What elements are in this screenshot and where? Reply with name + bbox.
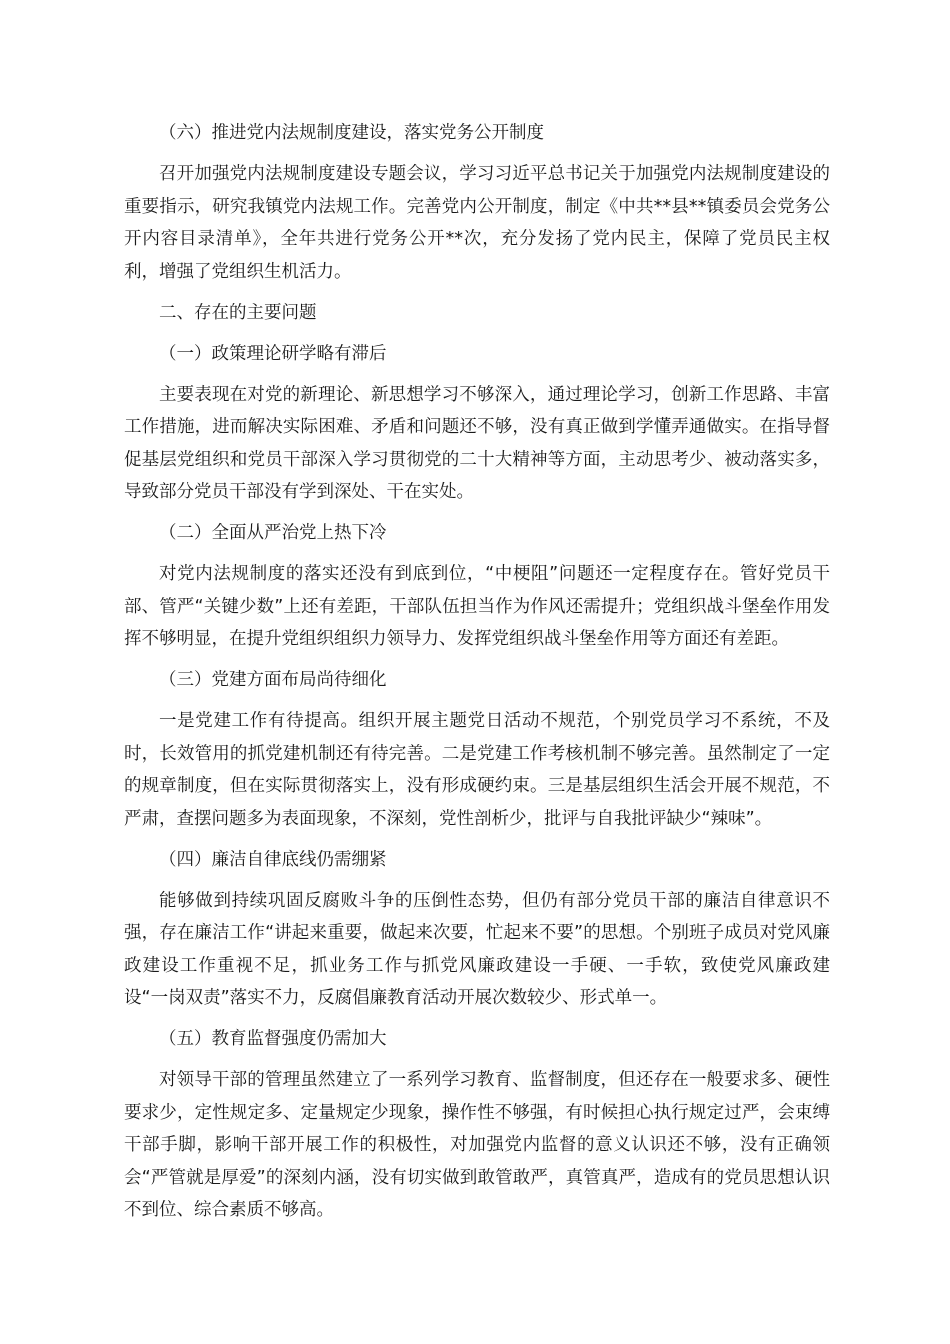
body-paragraph: 主要表现在对党的新理论、新思想学习不够深入，通过理论学习，创新工作思路、丰富工作措施，进而解决实际困难、矛盾和问题还不够，没有真正做到学懂弄通做实。在指导督促基层党组织和党员干部深入学习贯彻党的二十大精神等方面，主动思考少、被动落实多，导致部分党员干部没有学到深处、干在实处。: [124, 384, 830, 502]
subsection-heading-1: （一）政策理论研学略有滞后: [159, 343, 387, 364]
document-body: [124, 117, 830, 1235]
section-heading-2: 二、存在的主要问题: [159, 302, 317, 323]
body-paragraph: 能够做到持续巩固反腐败斗争的压倒性态势，但仍有部分党员干部的廉洁自律意识不强，存在廉洁工作“讲起来重要，做起来次要，忙起来不要”的思想。个别班子成员对党风廉政建设工作重视不足，抓业务工作与抓党风廉政建设一手硬、一手软，致使党风廉政建设“一岗双责”落实不力，反腐倡廉教育活动开展次数较少、形式单一。: [124, 890, 830, 1008]
subsection-heading-2: （二）全面从严治党上热下冷: [159, 523, 387, 543]
body-paragraph: 召开加强党内法规制度建设专题会议，学习习近平总书记关于加强党内法规制度建设的重要指示，研究我镇党内法规工作。完善党内公开制度，制定《中共**县**镇委员会党务公开内容目录清单》，全年共进行党务公开**次，充分发扬了党内民主，保障了党员民主权利，增强了党组织生机活力。: [124, 164, 830, 282]
subsection-heading-4: （四）廉洁自律底线仍需绷紧: [159, 849, 387, 870]
subsection-heading-3: （三）党建方面布局尚待细化: [159, 670, 387, 690]
subsection-heading-5: （五）教育监督强度仍需加大: [159, 1029, 387, 1049]
subsection-heading-6: （六）推进党内法规制度建设，落实党务公开制度: [159, 123, 544, 143]
body-paragraph: 对党内法规制度的落实还没有到底到位，“中梗阻”问题还一定程度存在。管好党员干部、管严“关键少数”上还有差距，干部队伍担当作为作风还需提升；党组织战斗堡垒作用发挥不够明显，在提升党组织组织力领导力、发挥党组织战斗堡垒作用等方面还有差距。: [124, 564, 830, 649]
body-paragraph: 一是党建工作有待提高。组织开展主题党日活动不规范，个别党员学习不系统，不及时，长效管用的抓党建机制还有待完善。二是党建工作考核机制不够完善。虽然制定了一定的规章制度，但在实际贯彻落实上，没有形成硬约束。三是基层组织生活会开展不规范，不严肃，查摆问题多为表面现象，不深刻，党性剖析少，批评与自我批评缺少“辣味”。: [124, 711, 830, 829]
body-paragraph: 对领导干部的管理虽然建立了一系列学习教育、监督制度，但还存在一般要求多、硬性要求少，定性规定多、定量规定少现象，操作性不够强，有时候担心执行规定过严，会束缚干部手脚，影响干部开展工作的积极性，对加强党内监督的意义认识还不够，没有正确领会“严管就是厚爱”的深刻内涵，没有切实做到敢管敢严，真管真严，造成有的党员思想认识不到位、综合素质不够高。: [124, 1070, 830, 1220]
